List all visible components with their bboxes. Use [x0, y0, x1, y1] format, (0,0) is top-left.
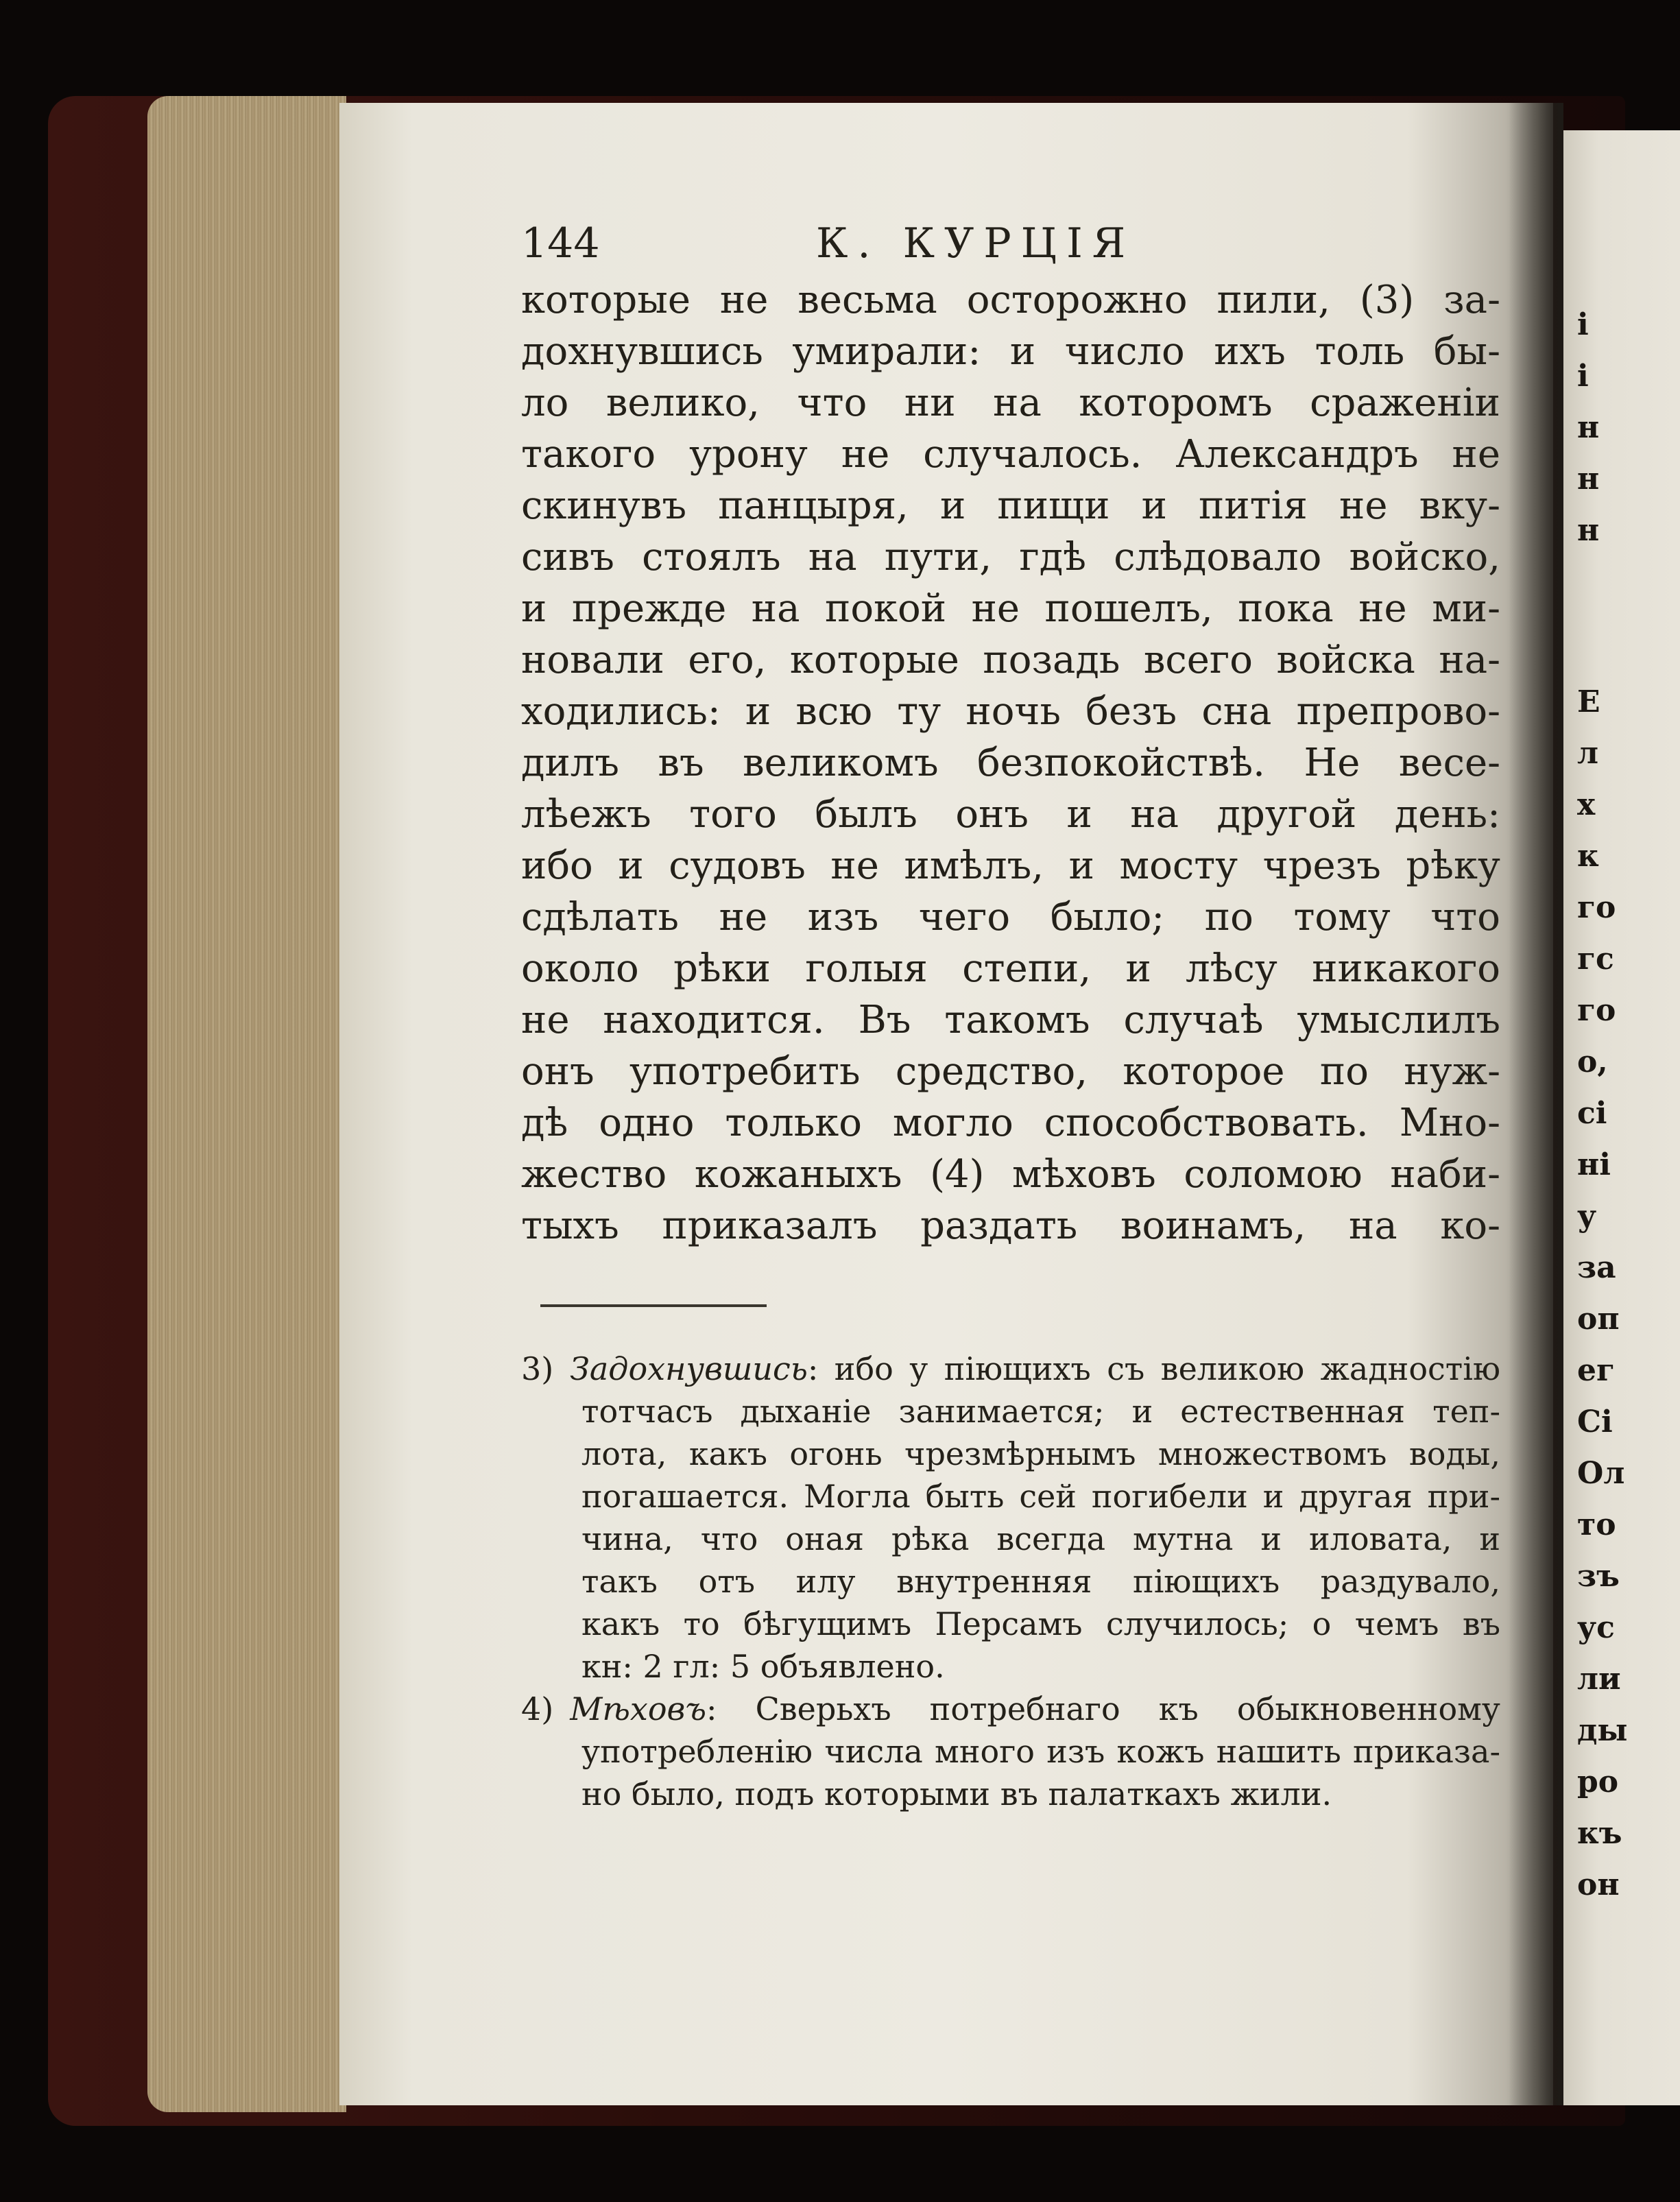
text-line: ходились: и всю ту ночь безъ сна препрово- [521, 689, 1500, 734]
text-line: не находится. Въ такомъ случаѣ умыслилъ [521, 998, 1500, 1042]
facing-page-letter: го [1577, 890, 1616, 925]
facing-page-letter: ли [1577, 1662, 1621, 1697]
page-edges [147, 96, 346, 2112]
footnote-line: лота, какъ огонь чрезмѣрнымъ множествомъ воды, [581, 1435, 1500, 1472]
facing-page-letter: у [1577, 1199, 1597, 1234]
facing-page-letter: ег [1577, 1353, 1615, 1388]
facing-page-letter: зъ [1577, 1559, 1620, 1594]
footnote-marker: 3) [521, 1350, 554, 1387]
text-line: ибо и судовъ не имѣлъ, и мосту чрезъ рѣку [521, 843, 1500, 888]
facing-page-letter: къ [1577, 1816, 1622, 1851]
facing-page-letter: о, [1577, 1044, 1608, 1079]
footnote-line: такъ отъ илу внутренняя піющихъ раздувало, [581, 1563, 1500, 1600]
footnote-line: тотчасъ дыханіе занимается; и естественная теп- [581, 1393, 1500, 1430]
book-gutter [1509, 103, 1563, 2105]
facing-page-letter: Сі [1577, 1404, 1613, 1439]
text-line: ло велико, что ни на которомъ сраженіи [521, 381, 1500, 425]
facing-page-letter: гс [1577, 942, 1614, 977]
text-line: лѣежъ того былъ онъ и на другой день: [521, 792, 1500, 837]
text-line: жество кожаныхъ (4) мѣховъ соломою наби- [521, 1152, 1500, 1197]
facing-page-letter: к [1577, 839, 1599, 874]
text-line: около рѣки голыя степи, и лѣсу никакого [521, 946, 1500, 991]
footnotes [521, 1348, 1500, 1815]
text-line: новали его, которые позадь всего войска на- [521, 638, 1500, 682]
footnote-line: но было, подъ которыми въ палаткахъ жили. [581, 1775, 1332, 1812]
running-title: К. КУРЦІЯ [816, 219, 1136, 267]
main-text [521, 274, 1500, 1252]
footnote-line: погашается. Могла быть сей погибели и другая при- [581, 1478, 1500, 1515]
facing-page-letter: он [1577, 1867, 1620, 1902]
footnote-line: употребленію числа много изъ кожъ нашить приказа- [581, 1733, 1500, 1770]
facing-page-fragment [1563, 130, 1680, 2105]
page-number: 144 [521, 219, 600, 267]
footnote-term: Задохнувшись [570, 1350, 808, 1387]
text-line: онъ употребить средство, которое по нуж- [521, 1049, 1500, 1094]
text-line: скинувъ панцыря, и пищи и питія не вку- [521, 483, 1500, 528]
facing-page-letter: оп [1577, 1302, 1620, 1337]
footnote-3-first-line [521, 1348, 1500, 1390]
footnote-text: : ибо у піющихъ съ великою жадностію [807, 1350, 1500, 1387]
text-line: дилъ въ великомъ безпокойствѣ. Не весе- [521, 741, 1500, 785]
text-line: дохнувшись умирали: и число ихъ толь бы- [521, 329, 1500, 374]
text-line: такого урону не случалось. Александръ не [521, 432, 1500, 477]
footnote-term: Мѣховъ [570, 1690, 706, 1727]
facing-page-letter: сі [1577, 1096, 1607, 1131]
facing-page-letter: і [1577, 307, 1589, 342]
footnote-line: чина, что оная рѣка всегда мутна и иловата, и [581, 1520, 1500, 1557]
text-line: сивъ стоялъ на пути, гдѣ слѣдовало войско, [521, 535, 1500, 579]
text-line: тыхъ приказалъ раздать воинамъ, на ко- [521, 1204, 1500, 1248]
text-line: сдѣлать не изъ чего было; по тому что [521, 895, 1500, 940]
facing-page-letter: ды [1577, 1713, 1628, 1748]
text-line: которые не весьма осторожно пили, (3) за- [521, 278, 1500, 322]
facing-page-letter: Ол [1577, 1456, 1625, 1491]
facing-page-letter: н [1577, 513, 1600, 548]
footnote-line: кн: 2 гл: 5 объявлено. [581, 1648, 945, 1685]
footnote-marker: 4) [521, 1690, 554, 1727]
facing-page-letter: л [1577, 736, 1599, 771]
facing-page-letter: Е [1577, 684, 1600, 719]
page-header [521, 219, 1509, 274]
facing-page-letter: ро [1577, 1764, 1619, 1799]
facing-page-letter: ні [1577, 1147, 1611, 1182]
facing-page-letter: н [1577, 462, 1600, 496]
facing-page-letter: то [1577, 1507, 1616, 1542]
footnote-text: : Сверьхъ потребнаго къ обыкновенному [706, 1690, 1500, 1727]
text-line: и прежде на покой не пошелъ, пока не ми- [521, 586, 1500, 631]
text-line: дѣ одно только могло способствовать. Мно- [521, 1101, 1500, 1145]
facing-page-letter: ус [1577, 1610, 1615, 1645]
footnote-line: какъ то бѣгущимъ Персамъ случилось; о чемъ въ [581, 1605, 1500, 1642]
footnote-4-first-line [521, 1688, 1500, 1730]
facing-page-letter: го [1577, 993, 1616, 1028]
facing-page-letter: н [1577, 410, 1600, 445]
footnote-divider [540, 1304, 767, 1307]
facing-page-letter: і [1577, 359, 1589, 394]
facing-page-letter: за [1577, 1250, 1616, 1285]
facing-page-letter: х [1577, 787, 1596, 822]
